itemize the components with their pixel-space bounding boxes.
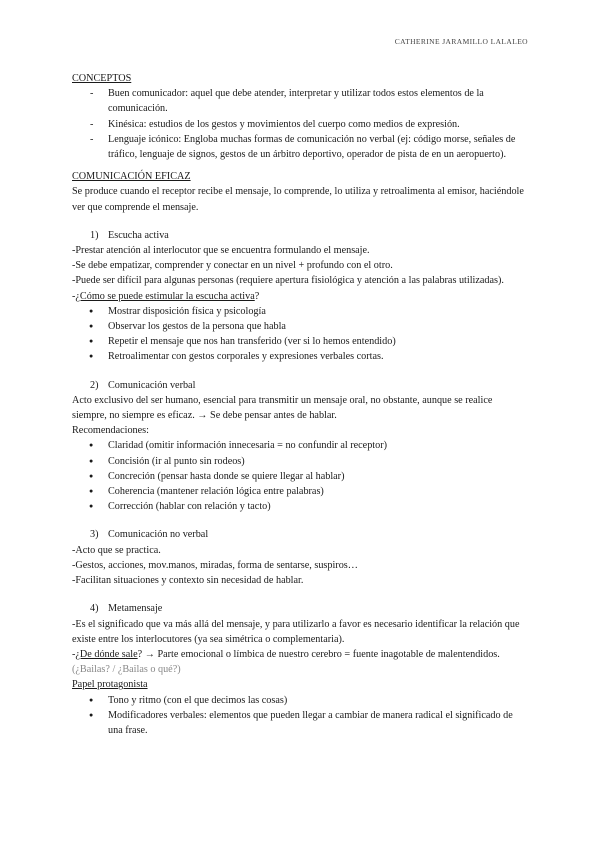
section-number: 2) xyxy=(90,379,99,391)
noverbal-line: -Acto que se practica. xyxy=(72,544,161,556)
document-body xyxy=(72,71,528,738)
meta-line: -Es el significado que va más allá del mensaje, y para utilizarlo a favor es necesario identificar la relación que existe entre los interlocutores (ya sea simétrica o complementaria). xyxy=(72,618,520,645)
question-prefix: - xyxy=(72,290,76,302)
list-item: ● Repetir el mensaje que nos han transferido (ver si lo hemos entendido) xyxy=(72,334,528,349)
list-item: ● Observar los gestos de la persona que habla xyxy=(72,319,528,334)
noverbal-line: -Facilitan situaciones y contexto sin necesidad de hablar. xyxy=(72,575,304,587)
section-number: 1) xyxy=(90,229,99,241)
section-escucha-title xyxy=(72,228,528,243)
question-prefix: - xyxy=(72,648,76,660)
verbal-bullets xyxy=(72,438,528,514)
section-verbal-title xyxy=(72,378,528,393)
list-item: ● Claridad (omitir información innecesaria = no confundir al receptor) xyxy=(72,438,528,453)
papel-heading: Papel protagonista xyxy=(72,679,148,691)
meta-question xyxy=(72,647,528,677)
section-title: Comunicación verbal xyxy=(108,379,196,391)
conceptos-heading: CONCEPTOS xyxy=(72,73,132,84)
list-item: - Kinésica: estudios de los gestos y movimientos del cuerpo como medios de expresión. xyxy=(72,117,528,132)
escucha-line: -Puede ser difícil para algunas personas (requiere apertura fisiológica y atención a las palabras utilizadas). xyxy=(72,275,504,287)
recomendaciones-label: Recomendaciones: xyxy=(72,425,149,437)
example-text: (¿Bailas? / ¿Bailas o qué?) xyxy=(72,664,181,676)
list-item: - Buen comunicador: aquel que debe atender, interpretar y utilizar todos estos elementos de la comunicación. xyxy=(72,86,528,116)
verbal-text: Acto exclusivo del ser humano, esencial para transmitir un mensaje oral, no obstante, aunque se realice siempre, no siempre es eficaz. → Se debe pensar antes de hablar. xyxy=(72,394,493,422)
question-suffix: ? xyxy=(254,290,260,302)
question-text: ¿Cómo se puede estimular la escucha activa xyxy=(75,290,255,302)
section-number: 3) xyxy=(90,529,99,541)
list-item: ● Corrección (hablar con relación y tacto) xyxy=(72,499,528,514)
question-text: ¿De dónde sale xyxy=(75,648,138,660)
list-item: ● Modificadores verbales: elementos que pueden llegar a cambiar de manera radical el significado de una frase. xyxy=(72,708,528,738)
escucha-question xyxy=(72,289,528,304)
papel-bullets xyxy=(72,693,528,739)
section-noverbal-title xyxy=(72,527,528,542)
section-number: 4) xyxy=(90,603,99,615)
list-item: ● Mostrar disposición física y psicología xyxy=(72,304,528,319)
conceptos-list xyxy=(72,86,528,162)
comunicacion-heading: COMUNICACIÓN EFICAZ xyxy=(72,171,191,183)
escucha-line: -Prestar atención al interlocutor que se encuentra formulando el mensaje. xyxy=(72,245,370,257)
section-title: Metamensaje xyxy=(108,603,163,615)
author-header: CATHERINE JARAMILLO LALALEO xyxy=(394,37,528,46)
list-item: - Lenguaje icónico: Engloba muchas formas de comunicación no verbal (ej: código morse, señales de tráfico, lenguaje de signos, gestos de un árbitro deportivo, operador de pista de en un aeropuerto). xyxy=(72,132,528,162)
list-item: ● Coherencia (mantener relación lógica entre palabras) xyxy=(72,484,528,499)
escucha-line: -Se debe empatizar, comprender y conectar en un nivel + profundo con el otro. xyxy=(72,260,393,272)
escucha-bullets xyxy=(72,304,528,365)
comunicacion-intro: Se produce cuando el receptor recibe el mensaje, lo comprende, lo utiliza y retroalimenta al emisor, haciéndole ver que comprende el mensaje. xyxy=(72,186,524,213)
list-item: ● Concisión (ir al punto sin rodeos) xyxy=(72,454,528,469)
section-title: Comunicación no verbal xyxy=(108,529,209,541)
section-meta-title xyxy=(72,601,528,616)
list-item: ● Retroalimentar con gestos corporales y expresiones verbales cortas. xyxy=(72,349,528,364)
list-item: ● Concreción (pensar hasta donde se quiere llegar al hablar) xyxy=(72,469,528,484)
noverbal-line: -Gestos, acciones, mov.manos, miradas, forma de sentarse, suspiros… xyxy=(72,559,358,571)
question-rest: ? → Parte emocional o límbica de nuestro cerebro = fuente inagotable de malentendidos. xyxy=(137,648,500,660)
section-title: Escucha activa xyxy=(108,229,169,241)
list-item: ● Tono y ritmo (con el que decimos las cosas) xyxy=(72,693,528,708)
